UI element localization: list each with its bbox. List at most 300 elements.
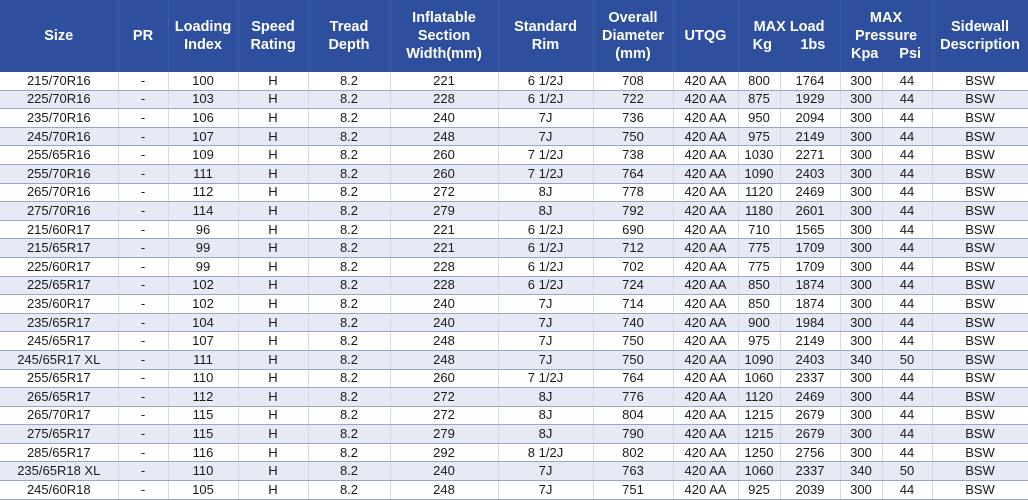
cell-size: 215/60R17 — [0, 220, 118, 239]
cell-pressure-psi: 44 — [882, 146, 932, 165]
cell-utqg: 420 AA — [673, 109, 738, 128]
cell-pressure-kpa: 300 — [840, 220, 882, 239]
cell-load-kg: 925 — [738, 481, 780, 500]
cell-load-kg: 1215 — [738, 425, 780, 444]
cell-sidewall: BSW — [932, 127, 1028, 146]
cell-load-kg: 1090 — [738, 350, 780, 369]
table-row — [0, 350, 1028, 369]
cell-load-kg: 1030 — [738, 146, 780, 165]
cell-size: 255/70R16 — [0, 164, 118, 183]
cell-overall-diameter: 702 — [593, 257, 673, 276]
cell-section-width: 228 — [390, 276, 498, 295]
cell-load-kg: 1060 — [738, 369, 780, 388]
cell-speed-rating: H — [238, 220, 308, 239]
cell-load-lbs: 2469 — [780, 388, 840, 407]
cell-standard-rim: 6 1/2J — [498, 90, 593, 109]
cell-standard-rim: 7J — [498, 109, 593, 128]
cell-sidewall: BSW — [932, 90, 1028, 109]
cell-loading-index: 115 — [168, 425, 238, 444]
cell-load-kg: 1090 — [738, 164, 780, 183]
cell-load-lbs: 2149 — [780, 332, 840, 351]
cell-pressure-psi: 44 — [882, 109, 932, 128]
cell-loading-index: 107 — [168, 127, 238, 146]
cell-tread-depth: 8.2 — [308, 146, 390, 165]
cell-pressure-kpa: 300 — [840, 90, 882, 109]
cell-pr: - — [118, 406, 168, 425]
cell-pressure-kpa: 300 — [840, 332, 882, 351]
cell-pressure-kpa: 300 — [840, 388, 882, 407]
cell-pressure-psi: 44 — [882, 183, 932, 202]
cell-pressure-psi: 44 — [882, 72, 932, 90]
cell-utqg: 420 AA — [673, 276, 738, 295]
cell-section-width: 260 — [390, 146, 498, 165]
header-utqg: UTQG — [673, 0, 738, 72]
table-row — [0, 202, 1028, 221]
cell-standard-rim: 7J — [498, 295, 593, 314]
cell-overall-diameter: 750 — [593, 127, 673, 146]
cell-overall-diameter: 712 — [593, 239, 673, 258]
cell-utqg: 420 AA — [673, 239, 738, 258]
cell-size: 285/65R17 — [0, 443, 118, 462]
cell-speed-rating: H — [238, 146, 308, 165]
cell-loading-index: 112 — [168, 388, 238, 407]
cell-speed-rating: H — [238, 350, 308, 369]
cell-utqg: 420 AA — [673, 202, 738, 221]
cell-load-lbs: 2679 — [780, 406, 840, 425]
cell-section-width: 272 — [390, 183, 498, 202]
cell-speed-rating: H — [238, 109, 308, 128]
cell-speed-rating: H — [238, 481, 308, 500]
cell-sidewall: BSW — [932, 220, 1028, 239]
table-row — [0, 109, 1028, 128]
cell-pr: - — [118, 425, 168, 444]
cell-speed-rating: H — [238, 239, 308, 258]
cell-standard-rim: 7J — [498, 350, 593, 369]
cell-pr: - — [118, 239, 168, 258]
cell-pr: - — [118, 481, 168, 500]
cell-utqg: 420 AA — [673, 257, 738, 276]
cell-tread-depth: 8.2 — [308, 481, 390, 500]
cell-overall-diameter: 792 — [593, 202, 673, 221]
cell-loading-index: 103 — [168, 90, 238, 109]
cell-section-width: 292 — [390, 443, 498, 462]
cell-utqg: 420 AA — [673, 388, 738, 407]
cell-sidewall: BSW — [932, 202, 1028, 221]
cell-section-width: 228 — [390, 90, 498, 109]
cell-size: 275/70R16 — [0, 202, 118, 221]
cell-speed-rating: H — [238, 388, 308, 407]
cell-overall-diameter: 738 — [593, 146, 673, 165]
cell-overall-diameter: 764 — [593, 164, 673, 183]
table-row — [0, 183, 1028, 202]
cell-load-lbs: 2403 — [780, 164, 840, 183]
table-row — [0, 257, 1028, 276]
cell-pr: - — [118, 183, 168, 202]
cell-section-width: 240 — [390, 462, 498, 481]
cell-pressure-psi: 44 — [882, 202, 932, 221]
cell-standard-rim: 7J — [498, 313, 593, 332]
cell-loading-index: 102 — [168, 276, 238, 295]
cell-pr: - — [118, 462, 168, 481]
cell-loading-index: 111 — [168, 350, 238, 369]
cell-load-kg: 975 — [738, 127, 780, 146]
cell-sidewall: BSW — [932, 313, 1028, 332]
cell-overall-diameter: 778 — [593, 183, 673, 202]
cell-standard-rim: 7J — [498, 462, 593, 481]
cell-section-width: 221 — [390, 72, 498, 90]
cell-load-lbs: 1929 — [780, 90, 840, 109]
cell-load-kg: 775 — [738, 239, 780, 258]
cell-pressure-kpa: 300 — [840, 425, 882, 444]
cell-standard-rim: 8J — [498, 406, 593, 425]
cell-sidewall: BSW — [932, 72, 1028, 90]
cell-sidewall: BSW — [932, 462, 1028, 481]
cell-standard-rim: 8J — [498, 425, 593, 444]
cell-overall-diameter: 714 — [593, 295, 673, 314]
max-load-lbs: 1bs — [800, 37, 826, 53]
cell-utqg: 420 AA — [673, 183, 738, 202]
cell-utqg: 420 AA — [673, 295, 738, 314]
cell-load-lbs: 2039 — [780, 481, 840, 500]
cell-load-lbs: 1984 — [780, 313, 840, 332]
cell-pr: - — [118, 369, 168, 388]
cell-loading-index: 99 — [168, 239, 238, 258]
cell-pressure-psi: 50 — [882, 462, 932, 481]
cell-pressure-psi: 44 — [882, 425, 932, 444]
cell-speed-rating: H — [238, 295, 308, 314]
cell-overall-diameter: 763 — [593, 462, 673, 481]
table-row — [0, 164, 1028, 183]
cell-load-lbs: 2337 — [780, 369, 840, 388]
cell-size: 245/60R18 — [0, 481, 118, 500]
cell-pressure-kpa: 300 — [840, 127, 882, 146]
cell-pressure-psi: 44 — [882, 443, 932, 462]
cell-pressure-kpa: 300 — [840, 146, 882, 165]
cell-pressure-kpa: 300 — [840, 72, 882, 90]
cell-pressure-kpa: 300 — [840, 295, 882, 314]
cell-overall-diameter: 690 — [593, 220, 673, 239]
cell-pr: - — [118, 202, 168, 221]
cell-tread-depth: 8.2 — [308, 109, 390, 128]
header-tread-depth: Tread Depth — [308, 0, 390, 72]
cell-pressure-psi: 44 — [882, 481, 932, 500]
cell-pressure-psi: 44 — [882, 164, 932, 183]
table-row — [0, 313, 1028, 332]
cell-loading-index: 99 — [168, 257, 238, 276]
cell-speed-rating: H — [238, 202, 308, 221]
cell-sidewall: BSW — [932, 425, 1028, 444]
cell-section-width: 240 — [390, 109, 498, 128]
cell-size: 275/65R17 — [0, 425, 118, 444]
cell-pr: - — [118, 257, 168, 276]
header-loading-index: Loading Index — [168, 0, 238, 72]
cell-tread-depth: 8.2 — [308, 350, 390, 369]
cell-tread-depth: 8.2 — [308, 295, 390, 314]
cell-pressure-psi: 44 — [882, 388, 932, 407]
cell-load-lbs: 2149 — [780, 127, 840, 146]
cell-load-kg: 900 — [738, 313, 780, 332]
cell-overall-diameter: 740 — [593, 313, 673, 332]
cell-standard-rim: 8 1/2J — [498, 443, 593, 462]
cell-speed-rating: H — [238, 369, 308, 388]
cell-utqg: 420 AA — [673, 462, 738, 481]
cell-pressure-kpa: 300 — [840, 109, 882, 128]
cell-utqg: 420 AA — [673, 90, 738, 109]
header-max-load — [738, 0, 840, 72]
cell-tread-depth: 8.2 — [308, 257, 390, 276]
max-load-kg: Kg — [752, 37, 772, 53]
cell-tread-depth: 8.2 — [308, 220, 390, 239]
cell-pr: - — [118, 276, 168, 295]
cell-tread-depth: 8.2 — [308, 127, 390, 146]
cell-size: 215/65R17 — [0, 239, 118, 258]
cell-sidewall: BSW — [932, 239, 1028, 258]
cell-load-lbs: 1874 — [780, 276, 840, 295]
cell-pressure-kpa: 300 — [840, 443, 882, 462]
cell-overall-diameter: 708 — [593, 72, 673, 90]
table-row — [0, 295, 1028, 314]
max-pressure-title: MAX — [869, 10, 903, 26]
cell-tread-depth: 8.2 — [308, 443, 390, 462]
cell-load-lbs: 2271 — [780, 146, 840, 165]
cell-tread-depth: 8.2 — [308, 90, 390, 109]
cell-loading-index: 102 — [168, 295, 238, 314]
cell-utqg: 420 AA — [673, 220, 738, 239]
cell-pr: - — [118, 127, 168, 146]
header-max-pressure — [840, 0, 932, 72]
cell-standard-rim: 8J — [498, 183, 593, 202]
cell-pressure-psi: 44 — [882, 332, 932, 351]
cell-load-kg: 1060 — [738, 462, 780, 481]
cell-size: 225/70R16 — [0, 90, 118, 109]
cell-pressure-psi: 50 — [882, 350, 932, 369]
table-row — [0, 369, 1028, 388]
cell-load-kg: 800 — [738, 72, 780, 90]
cell-load-lbs: 1874 — [780, 295, 840, 314]
max-pressure-kpa: Kpa — [850, 46, 879, 62]
cell-section-width: 272 — [390, 388, 498, 407]
cell-section-width: 248 — [390, 332, 498, 351]
cell-loading-index: 106 — [168, 109, 238, 128]
cell-pr: - — [118, 109, 168, 128]
cell-size: 225/65R17 — [0, 276, 118, 295]
cell-size: 265/70R16 — [0, 183, 118, 202]
cell-utqg: 420 AA — [673, 313, 738, 332]
cell-speed-rating: H — [238, 72, 308, 90]
cell-section-width: 248 — [390, 127, 498, 146]
table-row — [0, 220, 1028, 239]
cell-size: 235/70R16 — [0, 109, 118, 128]
cell-speed-rating: H — [238, 406, 308, 425]
cell-sidewall: BSW — [932, 332, 1028, 351]
cell-loading-index: 110 — [168, 462, 238, 481]
cell-pressure-kpa: 300 — [840, 369, 882, 388]
cell-tread-depth: 8.2 — [308, 425, 390, 444]
cell-section-width: 272 — [390, 406, 498, 425]
cell-speed-rating: H — [238, 127, 308, 146]
cell-size: 225/60R17 — [0, 257, 118, 276]
cell-pressure-kpa: 300 — [840, 276, 882, 295]
cell-overall-diameter: 722 — [593, 90, 673, 109]
cell-sidewall: BSW — [932, 443, 1028, 462]
table-row — [0, 388, 1028, 407]
cell-tread-depth: 8.2 — [308, 202, 390, 221]
table-row — [0, 146, 1028, 165]
cell-sidewall: BSW — [932, 350, 1028, 369]
cell-speed-rating: H — [238, 425, 308, 444]
cell-standard-rim: 7J — [498, 481, 593, 500]
cell-sidewall: BSW — [932, 146, 1028, 165]
cell-loading-index: 105 — [168, 481, 238, 500]
cell-size: 255/65R16 — [0, 146, 118, 165]
cell-size: 265/70R17 — [0, 406, 118, 425]
header-standard-rim: Standard Rim — [498, 0, 593, 72]
cell-utqg: 420 AA — [673, 369, 738, 388]
cell-sidewall: BSW — [932, 369, 1028, 388]
cell-overall-diameter: 750 — [593, 332, 673, 351]
cell-pr: - — [118, 388, 168, 407]
cell-pr: - — [118, 443, 168, 462]
cell-pr: - — [118, 220, 168, 239]
cell-utqg: 420 AA — [673, 127, 738, 146]
cell-pr: - — [118, 295, 168, 314]
cell-pressure-kpa: 300 — [840, 257, 882, 276]
cell-size: 235/65R17 — [0, 313, 118, 332]
header-row — [0, 0, 1028, 72]
cell-size: 235/65R18 XL — [0, 462, 118, 481]
table-row — [0, 90, 1028, 109]
cell-load-lbs: 2094 — [780, 109, 840, 128]
cell-standard-rim: 8J — [498, 202, 593, 221]
cell-overall-diameter: 804 — [593, 406, 673, 425]
cell-loading-index: 109 — [168, 146, 238, 165]
cell-pressure-kpa: 340 — [840, 350, 882, 369]
cell-sidewall: BSW — [932, 388, 1028, 407]
cell-size: 215/70R16 — [0, 72, 118, 90]
cell-loading-index: 110 — [168, 369, 238, 388]
cell-load-lbs: 1709 — [780, 239, 840, 258]
table-body — [0, 72, 1028, 499]
table-row — [0, 425, 1028, 444]
cell-pr: - — [118, 350, 168, 369]
cell-standard-rim: 6 1/2J — [498, 276, 593, 295]
cell-pressure-kpa: 300 — [840, 239, 882, 258]
cell-utqg: 420 AA — [673, 146, 738, 165]
cell-overall-diameter: 802 — [593, 443, 673, 462]
cell-size: 235/60R17 — [0, 295, 118, 314]
cell-load-kg: 1250 — [738, 443, 780, 462]
cell-pressure-psi: 44 — [882, 90, 932, 109]
cell-size: 245/65R17 XL — [0, 350, 118, 369]
cell-standard-rim: 7 1/2J — [498, 369, 593, 388]
cell-pr: - — [118, 164, 168, 183]
cell-size: 255/65R17 — [0, 369, 118, 388]
cell-pressure-psi: 44 — [882, 220, 932, 239]
max-pressure-title2: Pressure — [854, 28, 918, 44]
cell-utqg: 420 AA — [673, 332, 738, 351]
cell-standard-rim: 6 1/2J — [498, 72, 593, 90]
cell-pressure-psi: 44 — [882, 257, 932, 276]
header-sidewall: Sidewall Description — [932, 0, 1028, 72]
cell-pr: - — [118, 72, 168, 90]
cell-utqg: 420 AA — [673, 72, 738, 90]
cell-pressure-kpa: 300 — [840, 481, 882, 500]
cell-loading-index: 115 — [168, 406, 238, 425]
header-speed-rating: Speed Rating — [238, 0, 308, 72]
cell-speed-rating: H — [238, 183, 308, 202]
cell-standard-rim: 7J — [498, 127, 593, 146]
cell-pr: - — [118, 90, 168, 109]
cell-speed-rating: H — [238, 313, 308, 332]
cell-load-kg: 775 — [738, 257, 780, 276]
cell-overall-diameter: 751 — [593, 481, 673, 500]
cell-standard-rim: 6 1/2J — [498, 220, 593, 239]
cell-section-width: 260 — [390, 369, 498, 388]
cell-sidewall: BSW — [932, 109, 1028, 128]
cell-sidewall: BSW — [932, 276, 1028, 295]
cell-size: 265/65R17 — [0, 388, 118, 407]
max-load-title: MAX Load — [753, 19, 825, 35]
cell-standard-rim: 6 1/2J — [498, 239, 593, 258]
cell-utqg: 420 AA — [673, 443, 738, 462]
table-row — [0, 239, 1028, 258]
cell-loading-index: 112 — [168, 183, 238, 202]
cell-standard-rim: 7 1/2J — [498, 164, 593, 183]
cell-load-kg: 1120 — [738, 183, 780, 202]
cell-load-kg: 850 — [738, 276, 780, 295]
cell-sidewall: BSW — [932, 406, 1028, 425]
table-row — [0, 481, 1028, 500]
cell-load-kg: 1120 — [738, 388, 780, 407]
cell-speed-rating: H — [238, 257, 308, 276]
cell-pressure-kpa: 300 — [840, 406, 882, 425]
cell-tread-depth: 8.2 — [308, 388, 390, 407]
cell-section-width: 228 — [390, 257, 498, 276]
cell-tread-depth: 8.2 — [308, 313, 390, 332]
cell-tread-depth: 8.2 — [308, 183, 390, 202]
table-row — [0, 332, 1028, 351]
cell-section-width: 240 — [390, 295, 498, 314]
cell-load-kg: 710 — [738, 220, 780, 239]
cell-section-width: 221 — [390, 220, 498, 239]
cell-load-lbs: 2469 — [780, 183, 840, 202]
cell-load-lbs: 2601 — [780, 202, 840, 221]
cell-pressure-psi: 44 — [882, 127, 932, 146]
cell-standard-rim: 7J — [498, 332, 593, 351]
cell-overall-diameter: 764 — [593, 369, 673, 388]
cell-tread-depth: 8.2 — [308, 406, 390, 425]
cell-utqg: 420 AA — [673, 164, 738, 183]
cell-loading-index: 114 — [168, 202, 238, 221]
cell-pressure-psi: 44 — [882, 406, 932, 425]
cell-speed-rating: H — [238, 164, 308, 183]
cell-pressure-kpa: 300 — [840, 183, 882, 202]
cell-overall-diameter: 724 — [593, 276, 673, 295]
cell-load-lbs: 1565 — [780, 220, 840, 239]
cell-loading-index: 111 — [168, 164, 238, 183]
cell-pressure-kpa: 300 — [840, 313, 882, 332]
cell-loading-index: 107 — [168, 332, 238, 351]
cell-standard-rim: 6 1/2J — [498, 257, 593, 276]
cell-utqg: 420 AA — [673, 350, 738, 369]
cell-tread-depth: 8.2 — [308, 276, 390, 295]
cell-load-kg: 875 — [738, 90, 780, 109]
cell-section-width: 260 — [390, 164, 498, 183]
cell-overall-diameter: 736 — [593, 109, 673, 128]
cell-utqg: 420 AA — [673, 481, 738, 500]
cell-pressure-psi: 44 — [882, 239, 932, 258]
cell-overall-diameter: 790 — [593, 425, 673, 444]
